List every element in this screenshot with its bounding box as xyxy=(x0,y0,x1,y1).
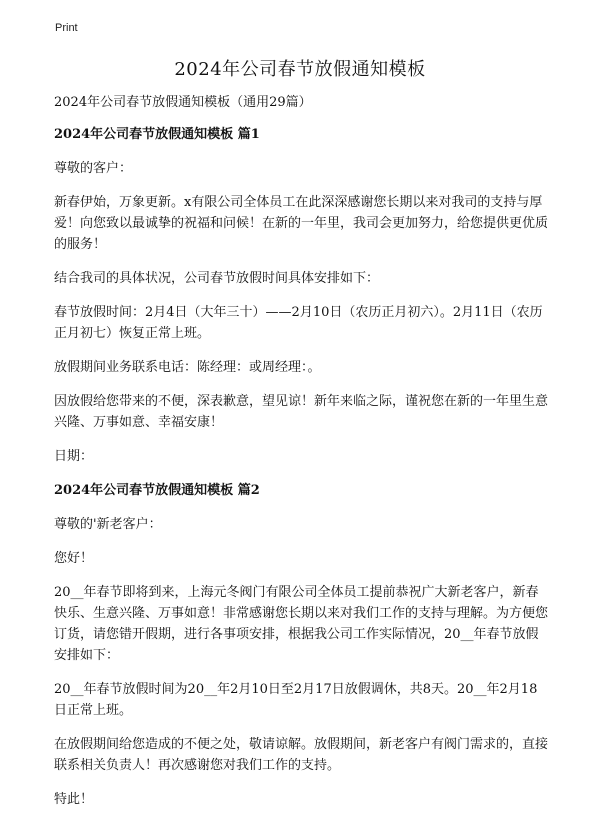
print-link[interactable]: Print xyxy=(55,22,78,34)
closing-line: 特此！ xyxy=(54,792,94,807)
body-paragraph: 因放假给您带来的不便，深表歉意，望见谅！新年来临之际，谨祝您在新的一年里生意兴隆、万事如意、幸福安康！ xyxy=(54,394,549,430)
document-subtitle: 2024年公司春节放假通知模板（通用29篇） xyxy=(54,95,312,110)
body-paragraph: 春节放假时间：2月4日（大年三十）——2月10日（农历正月初六）。2月11日（农历正月初七）恢复正常上班。 xyxy=(54,305,543,341)
salutation: 尊敬的客户： xyxy=(54,161,133,176)
salutation: 尊敬的'新老客户： xyxy=(54,517,162,532)
document-body xyxy=(54,92,548,823)
section-2 xyxy=(54,480,548,810)
body-paragraph: 20__年春节放假时间为20__年2月10日至2月17日放假调休，共8天。20__年2月18日正常上班。 xyxy=(54,682,538,718)
body-paragraph: 在放假期间给您造成的不便之处，敬请谅解。放假期间，新老客户有阀门需求的，直接联系相关负责人！再次感谢您对我们工作的支持。 xyxy=(54,737,549,773)
greeting: 您好！ xyxy=(54,551,94,566)
section-1 xyxy=(54,124,548,467)
body-paragraph: 结合我司的具体状况，公司春节放假时间具体安排如下： xyxy=(54,271,380,286)
body-paragraph: 20__年春节即将到来，上海元冬阀门有限公司全体员工提前恭祝广大新老客户，新春快乐、生意兴隆、万事如意！非常感谢您长期以来对我们工作的支持与理解。为方便您订货，请您错开假期，进行各事项安排，根据我公司工作实际情况，20__年春节放假安排如下： xyxy=(54,585,549,663)
section-heading: 2024年公司春节放假通知模板 篇1 xyxy=(54,127,260,142)
section-heading: 2024年公司春节放假通知模板 篇2 xyxy=(54,483,260,498)
body-paragraph: 新春伊始，万象更新。x有限公司全体员工在此深深感谢您长期以来对我司的支持与厚爱！向您致以最诚挚的祝福和问候！在新的一年里，我司会更加努力，给您提供更优质的服务！ xyxy=(54,195,549,252)
body-paragraph: 放假期间业务联系电话：陈经理：或周经理：。 xyxy=(54,360,321,375)
date-line: 日期： xyxy=(54,449,94,464)
page-title: 2024年公司春节放假通知模板 xyxy=(174,59,426,80)
